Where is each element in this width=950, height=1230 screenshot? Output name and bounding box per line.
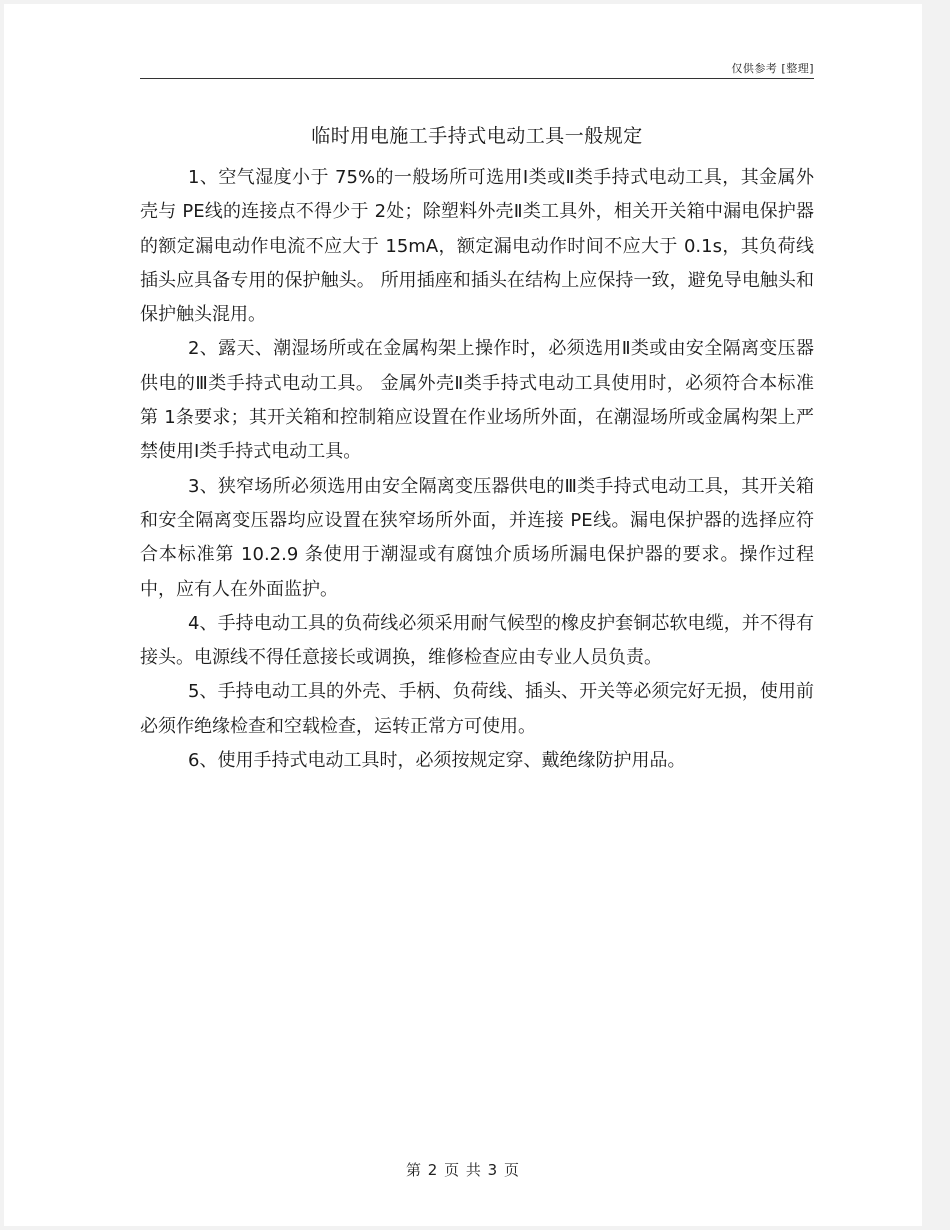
page-number-footer: 第 2 页 共 3 页	[406, 1161, 520, 1179]
paragraph-3: 3、狭窄场所必须选用由安全隔离变压器供电的Ⅲ类手持式电动工具，其开关箱和安全隔离变压器均应设置在狭窄场所外面，并连接 PE线。漏电保护器的选择应符合本标准第 10.2.9 条使用于潮湿或有腐蚀介质场所漏电保护器的要求。操作过程中，应有人在外面监护。	[140, 475, 814, 600]
paragraph-5: 5、手持电动工具的外壳、手柄、负荷线、插头、开关等必须完好无损，使用前必须作绝缘检查和空载检查，运转正常方可使用。	[140, 681, 814, 737]
paragraph-2: 2、露天、潮湿场所或在金属构架上操作时，必须选用Ⅱ类或由安全隔离变压器供电的Ⅲ类手持式电动工具。 金属外壳Ⅱ类手持式电动工具使用时，必须符合本标准第 1条要求；其开关箱和控制箱应设置在作业场所外面，在潮湿场所或金属构架上严禁使用Ⅰ类手持式电动工具。	[140, 338, 814, 463]
header-divider	[140, 78, 814, 79]
document-title: 临时用电施工手持式电动工具一般规定	[311, 125, 643, 147]
document-page	[4, 4, 922, 1226]
document-body	[140, 161, 814, 778]
header-note: 仅供参考 [整理]	[731, 62, 814, 75]
paragraph-6: 6、使用手持式电动工具时，必须按规定穿、戴绝缘防护用品。	[188, 750, 686, 772]
paragraph-4: 4、手持电动工具的负荷线必须采用耐气候型的橡皮护套铜芯软电缆，并不得有接头。电源线不得任意接长或调换，维修检查应由专业人员负责。	[140, 612, 814, 669]
paragraph-1: 1、空气湿度小于 75%的一般场所可选用Ⅰ类或Ⅱ类手持式电动工具，其金属外壳与 PE线的连接点不得少于 2处；除塑料外壳Ⅱ类工具外，相关开关箱中漏电保护器的额定漏电动作电流不应大于 15mA，额定漏电动作时间不应大于 0.1s，其负荷线插头应具备专用的保护触头。 所用插座和插头在结构上应保持一致，避免导电触头和保护触头混用。	[140, 167, 814, 326]
